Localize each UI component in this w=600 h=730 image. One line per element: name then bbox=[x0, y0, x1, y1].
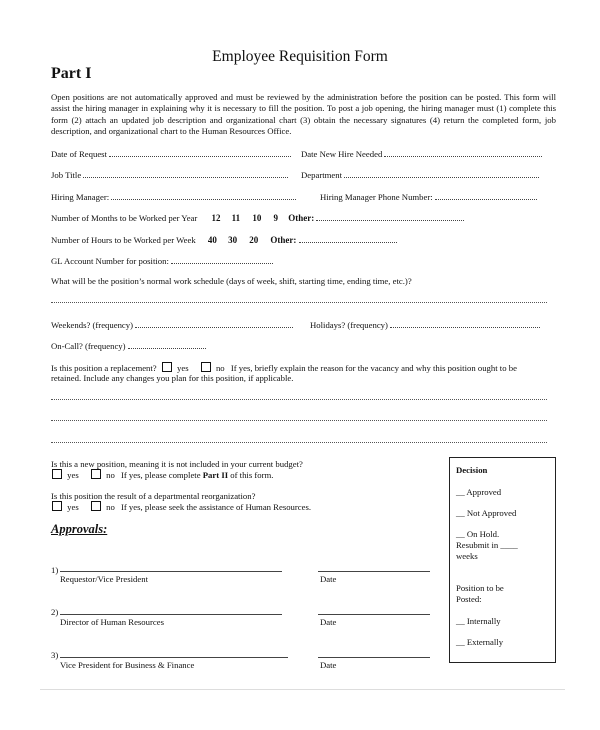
intro-paragraph: Open positions are not automatically approved and must be reviewed by the administration before the position can be posted. This form will assist the hiring manager in explaining why it is necessary to fill the position. To post a job opening, the hiring manager must (1) complete this form (2) attach an updated job description and organizational chart (3) obtain the necessary signatures (4) return the completed form, job description, and organizational chart to the Human Resources Office. bbox=[51, 92, 556, 136]
hiring-manager-phone-input[interactable] bbox=[435, 191, 537, 200]
reorg-yes-checkbox[interactable] bbox=[52, 501, 62, 511]
months-option-11[interactable]: 11 bbox=[231, 213, 241, 223]
new-position-note: If yes, please complete bbox=[120, 470, 201, 480]
weekends-label: Weekends? (frequency) bbox=[51, 320, 134, 330]
approval-number: 2) bbox=[51, 607, 59, 617]
date-new-hire-input[interactable] bbox=[384, 148, 542, 157]
approval-number: 3) bbox=[51, 650, 59, 660]
hiring-manager-phone-field bbox=[320, 191, 537, 202]
hours-field bbox=[51, 234, 397, 245]
date-request-label: Date of Request bbox=[51, 149, 107, 159]
new-position-note-end: of this form. bbox=[230, 470, 274, 480]
new-position-yes-checkbox[interactable] bbox=[52, 469, 62, 479]
decision-on-hold[interactable]: __ On Hold. bbox=[456, 529, 500, 539]
months-field bbox=[51, 212, 464, 223]
approval-signature-line[interactable] bbox=[60, 614, 282, 615]
reorg-options bbox=[49, 501, 311, 512]
decision-internally[interactable]: __ Internally bbox=[456, 616, 501, 626]
hiring-manager-label: Hiring Manager: bbox=[51, 192, 110, 202]
replacement-no-checkbox[interactable] bbox=[201, 362, 211, 372]
decision-title: Decision bbox=[456, 465, 488, 475]
new-position-options bbox=[49, 469, 273, 480]
hiring-manager-input[interactable] bbox=[111, 191, 296, 200]
gl-account-label: GL Account Number for position: bbox=[51, 256, 169, 266]
date-request-input[interactable] bbox=[109, 148, 291, 157]
department-field bbox=[301, 169, 539, 180]
holidays-label: Holidays? (frequency) bbox=[310, 320, 388, 330]
months-option-10[interactable]: 10 bbox=[252, 213, 262, 223]
gl-account-field bbox=[51, 255, 273, 266]
new-position-no-checkbox[interactable] bbox=[91, 469, 101, 479]
hours-option-30[interactable]: 30 bbox=[228, 235, 238, 245]
decision-weeks: weeks bbox=[456, 551, 478, 561]
approval-number: 1) bbox=[51, 565, 59, 575]
replacement-note: If yes, briefly explain the reason for the vacancy and why this position ought to be bbox=[230, 363, 517, 373]
decision-not-approved[interactable]: __ Not Approved bbox=[456, 508, 517, 518]
date-request-field bbox=[51, 148, 291, 159]
approval-date-label: Date bbox=[320, 617, 337, 627]
oncall-input[interactable] bbox=[128, 340, 206, 349]
hours-other-label: Other: bbox=[270, 235, 297, 245]
decision-resubmit: Resubmit in ____ bbox=[456, 540, 518, 550]
months-other-label: Other: bbox=[288, 213, 315, 223]
part-heading: Part I bbox=[51, 65, 92, 82]
schedule-question: What will be the position’s normal work schedule (days of week, shift, starting time, ending time, etc.)? bbox=[51, 276, 412, 286]
department-label: Department bbox=[301, 170, 343, 180]
approval-signature-line[interactable] bbox=[60, 657, 288, 658]
new-position-part-ref: Part II bbox=[202, 470, 229, 480]
oncall-field bbox=[51, 340, 206, 351]
replacement-yes-checkbox[interactable] bbox=[162, 362, 172, 372]
gl-account-input[interactable] bbox=[171, 255, 273, 264]
replacement-explain-line-2[interactable] bbox=[51, 420, 547, 421]
months-other-input[interactable] bbox=[316, 212, 464, 221]
approval-date-label: Date bbox=[320, 574, 337, 584]
replacement-no-label: no bbox=[215, 363, 225, 373]
hiring-manager-phone-label: Hiring Manager Phone Number: bbox=[320, 192, 433, 202]
months-label: Number of Months to be Worked per Year bbox=[51, 213, 198, 223]
approval-date-line[interactable] bbox=[318, 657, 430, 658]
approval-role: Vice President for Business & Finance bbox=[60, 660, 195, 670]
approvals-heading: Approvals: bbox=[51, 522, 108, 536]
date-new-hire-field bbox=[301, 148, 542, 159]
job-title-field bbox=[51, 169, 288, 180]
reorg-no-label: no bbox=[106, 502, 115, 512]
hours-option-20[interactable]: 20 bbox=[249, 235, 259, 245]
decision-externally[interactable]: __ Externally bbox=[456, 637, 504, 647]
department-input[interactable] bbox=[344, 169, 539, 178]
weekends-field bbox=[51, 319, 293, 330]
approval-date-line[interactable] bbox=[318, 571, 430, 572]
holidays-input[interactable] bbox=[390, 319, 540, 328]
months-option-9[interactable]: 9 bbox=[273, 213, 279, 223]
decision-posted-line1: Position to be bbox=[456, 583, 504, 593]
job-title-input[interactable] bbox=[83, 169, 288, 178]
holidays-field bbox=[310, 319, 540, 330]
reorg-no-checkbox[interactable] bbox=[91, 501, 101, 511]
approval-date-line[interactable] bbox=[318, 614, 430, 615]
replacement-explain-line-1[interactable] bbox=[51, 399, 547, 400]
decision-approved[interactable]: __ Approved bbox=[456, 487, 502, 497]
hours-label: Number of Hours to be Worked per Week bbox=[51, 235, 196, 245]
replacement-yes-label: yes bbox=[177, 363, 189, 373]
reorg-yes-label: yes bbox=[67, 502, 79, 512]
replacement-note-2: retained. Include any changes you plan for this position, if applicable. bbox=[51, 373, 294, 383]
hiring-manager-field bbox=[51, 191, 296, 202]
date-new-hire-label: Date New Hire Needed bbox=[301, 149, 383, 159]
decision-posted-line2: Posted: bbox=[456, 594, 482, 604]
schedule-input-line[interactable] bbox=[51, 302, 547, 303]
months-option-12[interactable]: 12 bbox=[211, 213, 221, 223]
weekends-input[interactable] bbox=[135, 319, 293, 328]
form-title: Employee Requisition Form bbox=[212, 48, 388, 65]
new-position-yes-label: yes bbox=[67, 470, 79, 480]
hours-option-40[interactable]: 40 bbox=[207, 235, 217, 245]
reorg-note: If yes, please seek the assistance of Human Resources. bbox=[120, 502, 312, 512]
approval-signature-line[interactable] bbox=[60, 571, 282, 572]
approval-role: Director of Human Resources bbox=[60, 617, 164, 627]
job-title-label: Job Title bbox=[51, 170, 82, 180]
replacement-question: Is this position a replacement? bbox=[51, 363, 157, 373]
new-position-no-label: no bbox=[106, 470, 115, 480]
new-position-question: Is this a new position, meaning it is not included in your current budget? bbox=[51, 459, 303, 469]
replacement-field bbox=[51, 362, 517, 373]
hours-other-input[interactable] bbox=[299, 234, 397, 243]
approval-role: Requestor/Vice President bbox=[60, 574, 149, 584]
replacement-explain-line-3[interactable] bbox=[51, 442, 547, 443]
approval-date-label: Date bbox=[320, 660, 337, 670]
page-bottom-rule bbox=[40, 689, 565, 690]
oncall-label: On-Call? (frequency) bbox=[51, 341, 126, 351]
reorg-question: Is this position the result of a departmental reorganization? bbox=[51, 491, 256, 501]
